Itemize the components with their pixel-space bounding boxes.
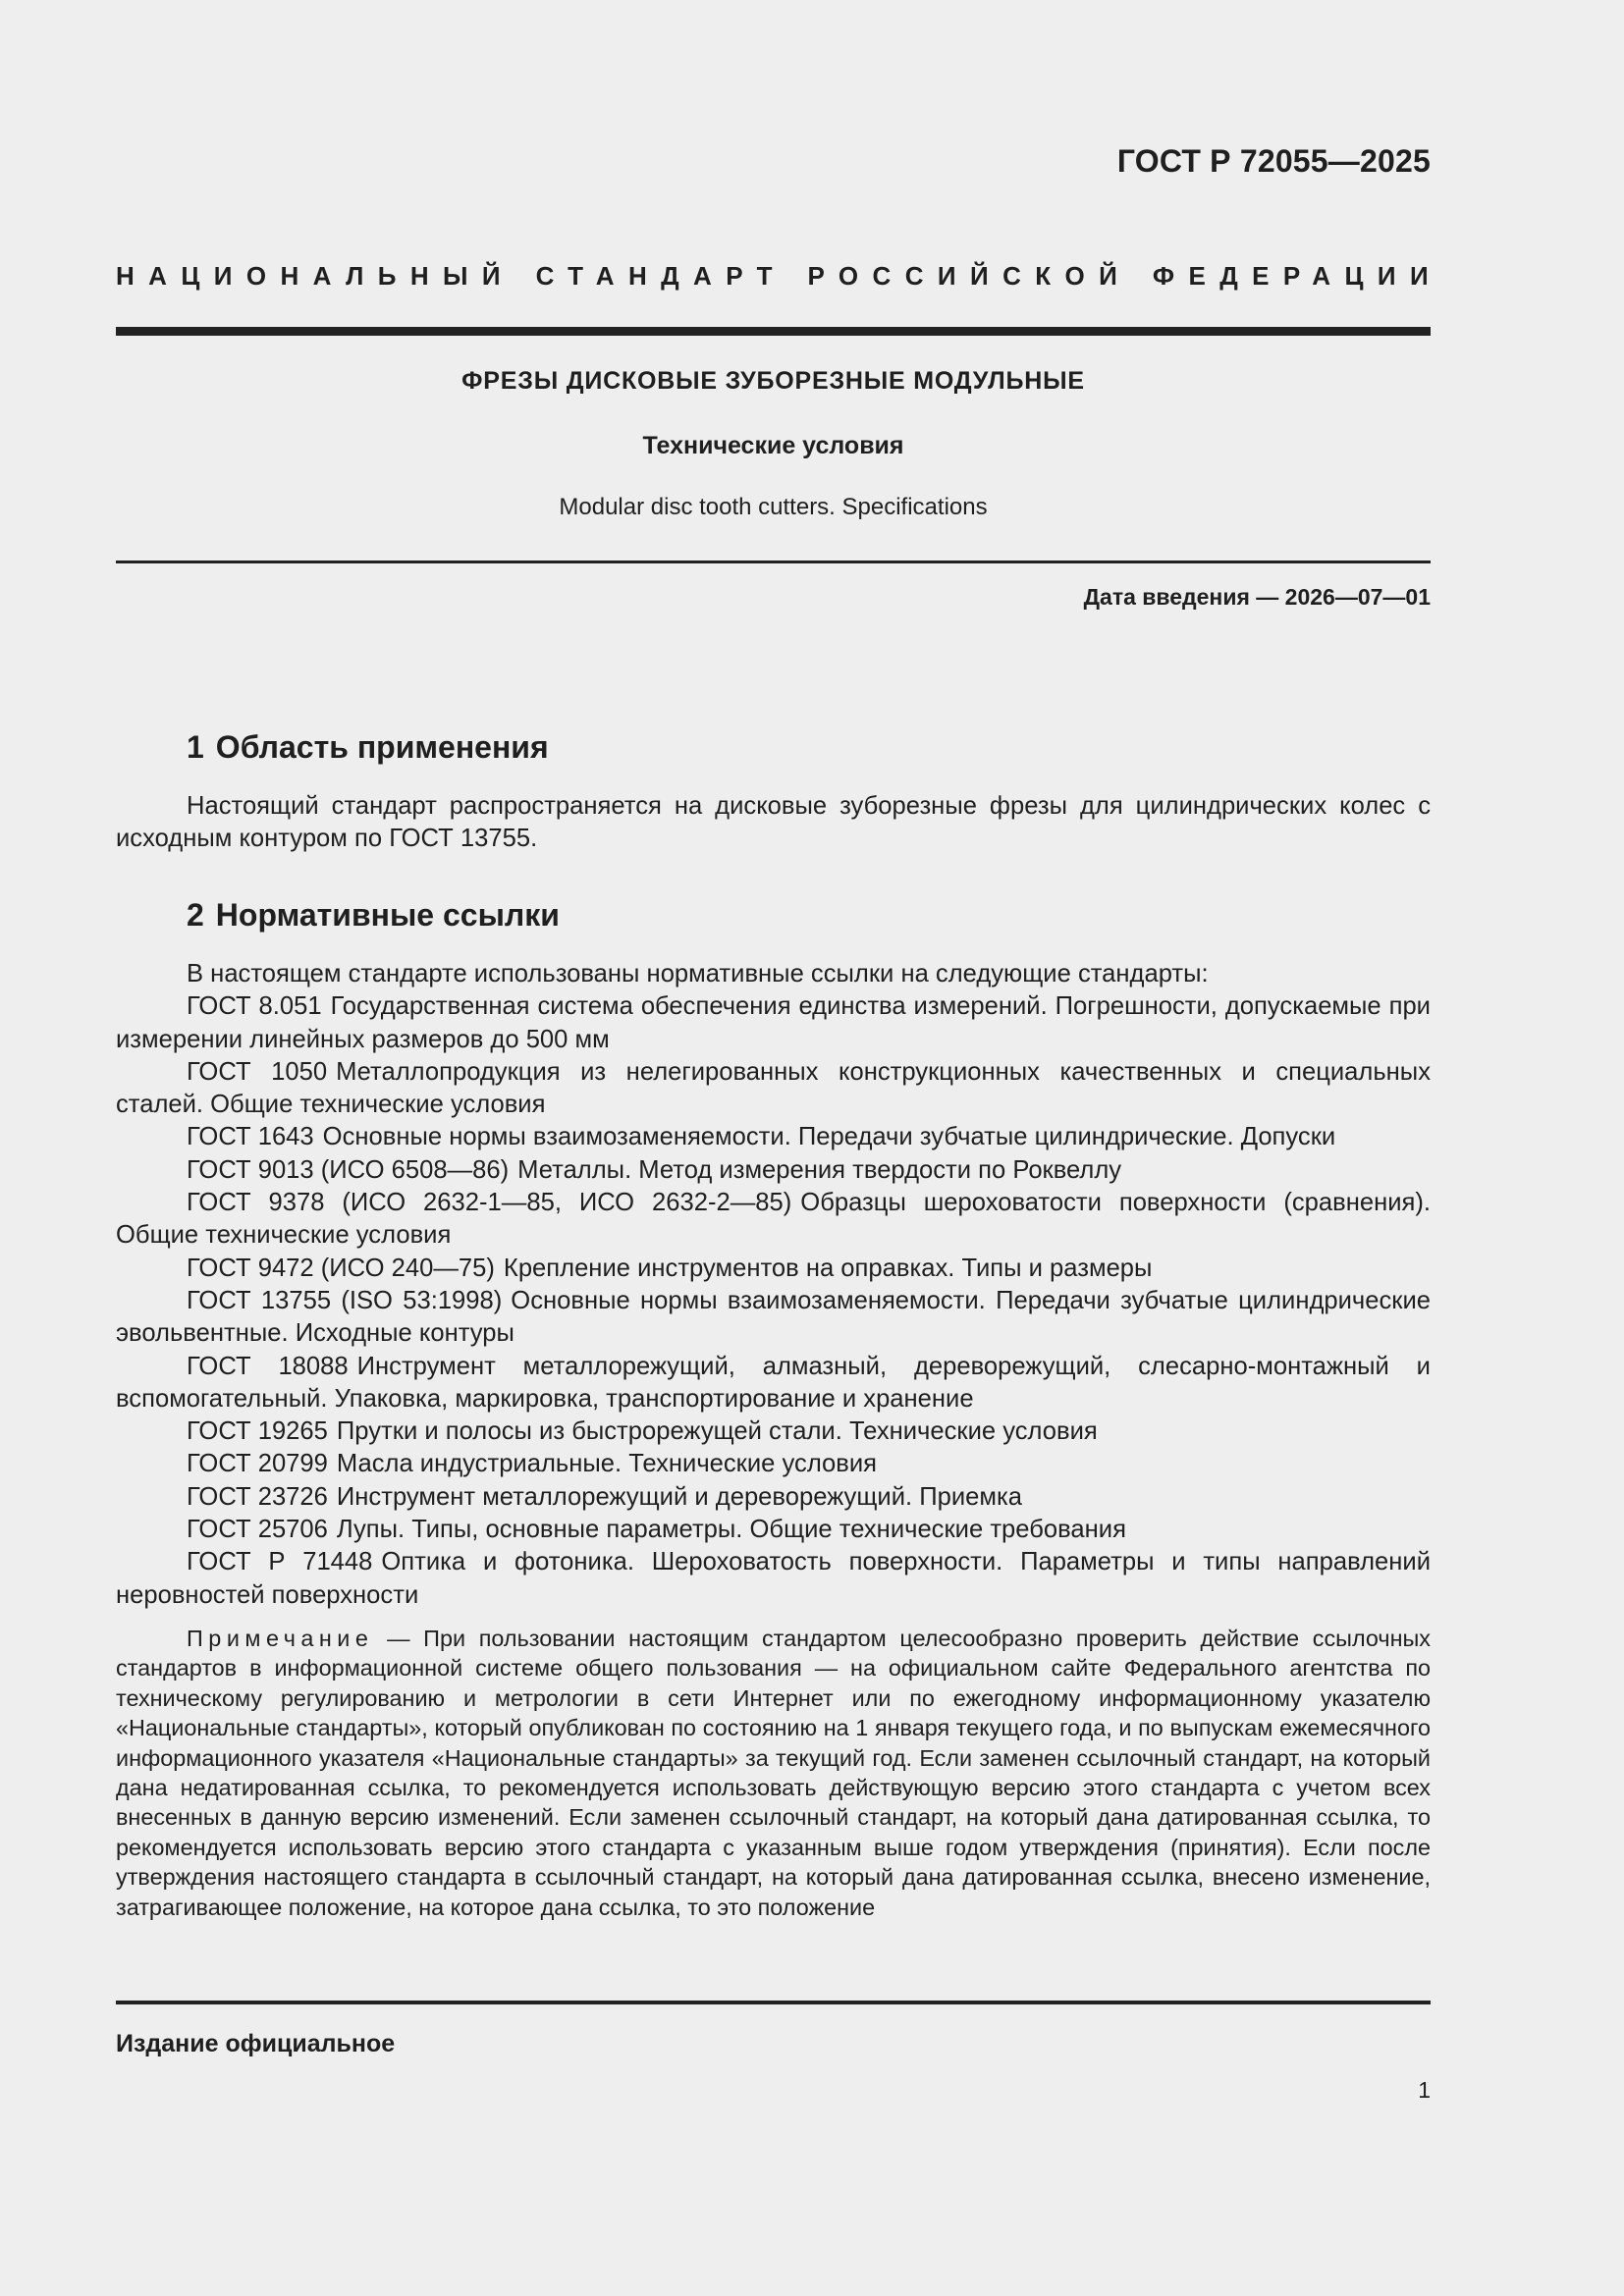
reference-code: ГОСТ 9013 (ИСО 6508—86) — [187, 1155, 510, 1184]
section-1-title: Область применения — [215, 729, 549, 765]
reference-title: Крепление инструментов на оправках. Типы и размеры — [503, 1254, 1153, 1282]
reference-title: Основные нормы взаимозаменяемости. Передачи зубчатые цилиндрические. Допуски — [322, 1123, 1336, 1151]
reference-item — [116, 1448, 1431, 1480]
reference-item — [116, 1285, 1431, 1351]
section-2-intro: В настоящем стандарте использованы нормативные ссылки на следующие стандарты: — [187, 960, 1209, 988]
page-number: 1 — [1418, 2077, 1431, 2103]
note-text: — При пользовании настоящим стандартом целесообразно проверить действие ссылочных стандартов в информационной системе общего пользования — на официальном сайте Федерального агентства по техническому регулированию и метрологии в сети Интернет или по ежегодному информационному указателю «Национальные стандарты», который опубликован по состоянию на 1 января текущего года, и по выпускам ежемесячного информационного указателя «Национальные стандарты» за текущий год. Если заменен ссылочный стандарт, на который дана недатированная ссылка, то рекомендуется использовать действующую версию этого стандарта с учетом всех внесенных в данную версию изменений. Если заменен ссылочный стандарт, на который дана датированная ссылка, то рекомендуется использовать версию этого стандарта с указанным выше годом утверждения (принятия). Если после утверждения настоящего стандарта в ссылочный стандарт, на который дана датированная ссылка, внесено изменение, затрагивающее положение, на которое дана ссылка, то это положение — [116, 1626, 1432, 1920]
reference-title: Образцы шероховатости поверхности (сравнения). Общие технические условия — [116, 1189, 1432, 1250]
reference-title: Металлы. Метод измерения твердости по Роквеллу — [517, 1155, 1122, 1184]
document-page — [116, 0, 1443, 2296]
reference-title: Оптика и фотоника. Шероховатость поверхности. Параметры и типы направлений неровностей поверхности — [116, 1548, 1431, 1609]
note-label: Примечание — [187, 1626, 374, 1651]
english-title: Modular disc tooth cutters. Specifications — [559, 494, 988, 520]
reference-code: ГОСТ 19265 — [187, 1417, 328, 1446]
document-title: ФРЕЗЫ ДИСКОВЫЕ ЗУБОРЕЗНЫЕ МОДУЛЬНЫЕ — [461, 367, 1085, 395]
reference-title: Металлопродукция из нелегированных конструкционных качественных и специальных сталей. Общие технические условия — [116, 1057, 1431, 1119]
section-1-paragraph: Настоящий стандарт распространяется на дисковые зуборезные фрезы для цилиндрических колес с исходным контуром по ГОСТ 13755. — [116, 792, 1431, 853]
reference-item — [116, 1514, 1431, 1546]
section-2-number: 2 — [187, 897, 204, 933]
reference-title: Государственная система обеспечения единства измерений. Погрешности, допускаемые при измерении линейных размеров до 500 мм — [116, 992, 1431, 1053]
reference-title: Прутки и полосы из быстрорежущей стали. Технические условия — [336, 1417, 1098, 1446]
reference-title: Масла индустриальные. Технические условия — [336, 1450, 878, 1478]
reference-title: Лупы. Типы, основные параметры. Общие технические требования — [336, 1516, 1126, 1544]
section-1-heading — [187, 729, 549, 766]
reference-code: ГОСТ 1050 — [187, 1057, 328, 1086]
section-1-number: 1 — [187, 729, 204, 765]
reference-item — [116, 1121, 1431, 1153]
footer-divider — [116, 2001, 1431, 2004]
reference-item — [116, 1056, 1431, 1122]
reference-title: Инструмент металлорежущий и дереворежущий. Приемка — [336, 1482, 1022, 1511]
reference-code: ГОСТ 1643 — [187, 1123, 314, 1151]
introduction-date: Дата введения — 2026—07—01 — [1083, 584, 1431, 610]
reference-code: ГОСТ Р 71448 — [187, 1548, 373, 1576]
document-subtitle: Технические условия — [642, 432, 904, 459]
reference-code: ГОСТ 8.051 — [187, 992, 322, 1021]
reference-code: ГОСТ 9472 (ИСО 240—75) — [187, 1254, 495, 1282]
section-2-title: Нормативные ссылки — [215, 897, 560, 933]
reference-code: ГОСТ 20799 — [187, 1450, 328, 1478]
note-paragraph — [116, 1624, 1431, 1922]
reference-code: ГОСТ 25706 — [187, 1516, 328, 1544]
reference-item — [116, 1481, 1431, 1514]
reference-item — [116, 1187, 1431, 1253]
header-divider — [116, 327, 1431, 336]
reference-code: ГОСТ 18088 — [187, 1352, 349, 1380]
section-2-body — [116, 958, 1431, 1612]
title-divider — [116, 561, 1431, 563]
reference-code: ГОСТ 9378 (ИСО 2632-1—85, ИСО 2632-2—85) — [187, 1189, 792, 1217]
reference-code: ГОСТ 13755 (ISO 53:1998) — [187, 1286, 503, 1314]
section-2-heading — [187, 897, 560, 934]
reference-item — [116, 990, 1431, 1056]
reference-item — [116, 1546, 1431, 1612]
reference-item — [116, 1154, 1431, 1187]
reference-item — [116, 1253, 1431, 1285]
reference-item — [116, 1351, 1431, 1416]
reference-title: Инструмент металлорежущий, алмазный, дереворежущий, слесарно-монтажный и вспомогательный. Упаковка, маркировка, транспортирование и хранение — [116, 1352, 1431, 1413]
document-number: ГОСТ Р 72055—2025 — [1116, 143, 1431, 179]
national-standard-title: НАЦИОНАЛЬНЫЙ СТАНДАРТ РОССИЙСКОЙ ФЕДЕРАЦИИ — [116, 261, 1443, 291]
section-1-body — [116, 790, 1431, 856]
normative-references-list — [116, 990, 1431, 1612]
reference-title: Основные нормы взаимозаменяемости. Передачи зубчатые цилиндрические эвольвентные. Исходные контуры — [116, 1286, 1432, 1348]
official-edition-label: Издание официальное — [116, 2030, 396, 2057]
reference-item — [116, 1415, 1431, 1448]
reference-code: ГОСТ 23726 — [187, 1482, 328, 1511]
